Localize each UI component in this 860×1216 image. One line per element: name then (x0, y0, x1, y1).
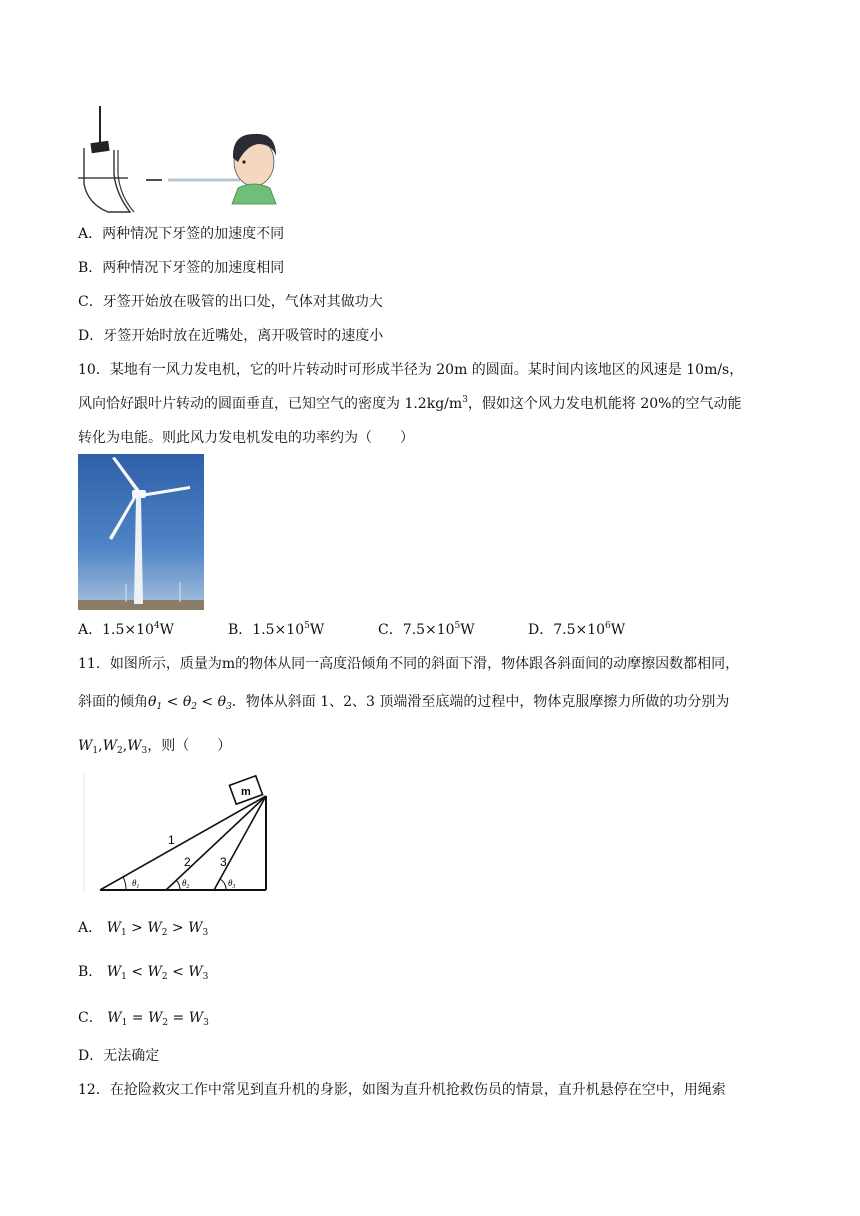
q10-option-d: D．$7.5\times 10^6W$ (528, 621, 626, 638)
q10-stem-line3: 转化为电能。则此风力发电机发电的功率约为（ ） (78, 430, 414, 446)
q9-option-c: C．牙签开始放在吸管的出口处，气体对其做功大 (78, 294, 383, 310)
inclined-planes-diagram (82, 772, 282, 896)
q10-option-a: A．$1.5\times 10^4W$ (78, 621, 175, 638)
q10-stem-line2: 风向恰好跟叶片转动的圆面垂直，已知空气的密度为 $1.2kg/m^3$，假如这个风力发电机能将 20%的空气动能 (78, 395, 742, 412)
q11-stem-line1: 11．如图所示，质量为m的物体从同一高度沿倾角不同的斜面下滑，物体跟各斜面间的动摩擦因数都相同， (78, 656, 740, 672)
q9-option-b: B．两种情况下牙签的加速度相同 (78, 260, 285, 276)
slope-1-label: 1 (168, 833, 175, 847)
mass-label: m (241, 786, 251, 798)
q11-option-c: C． $W_1 = W_2 = W_3$ (78, 1010, 209, 1028)
q12-stem-line1: 12．在抢险救灾工作中常见到直升机的身影，如图为直升机抢救伤员的情景，直升机悬停在空中，用绳索 (78, 1082, 726, 1098)
q11-stem-line3: $W_1,W_2,W_3$，则（ ） (78, 738, 232, 756)
svg-text:θ1: $\theta_1$ (132, 878, 140, 890)
svg-text:θ3: $\theta_3$ (228, 878, 236, 890)
slope-3-label: 3 (220, 855, 227, 869)
straw-experiment-figure (78, 104, 278, 216)
slope-2-label: 2 (184, 855, 191, 869)
q10-stem-line1: 10．某地有一风力发电机，它的叶片转动时可形成半径为 20m 的圆面。某时间内该地区的风速是 10m/s， (78, 362, 744, 378)
q10-option-b: B．$1.5\times 10^5W$ (228, 621, 325, 638)
q11-option-d: D．无法确定 (78, 1048, 160, 1064)
q11-option-a: A． $W_1 > W_2 > W_3$ (78, 920, 209, 938)
q10-option-c: C．$7.5\times 10^5W$ (378, 621, 475, 638)
wind-turbine-photo (78, 454, 204, 610)
q11-stem-line2: 斜面的倾角$\theta_1 < \theta_2 < \theta_3$．物体从斜面 1、2、3 顶端滑至底端的过程中，物体克服摩擦力所做的功分别为 (78, 694, 730, 712)
q11-option-b: B． $W_1 < W_2 < W_3$ (78, 964, 209, 982)
q9-option-d: D．牙签开始时放在近嘴处，离开吸管时的速度小 (78, 328, 384, 344)
q9-option-a: A．两种情况下牙签的加速度不同 (78, 226, 285, 242)
svg-text:θ2: $\theta_2$ (182, 878, 190, 890)
